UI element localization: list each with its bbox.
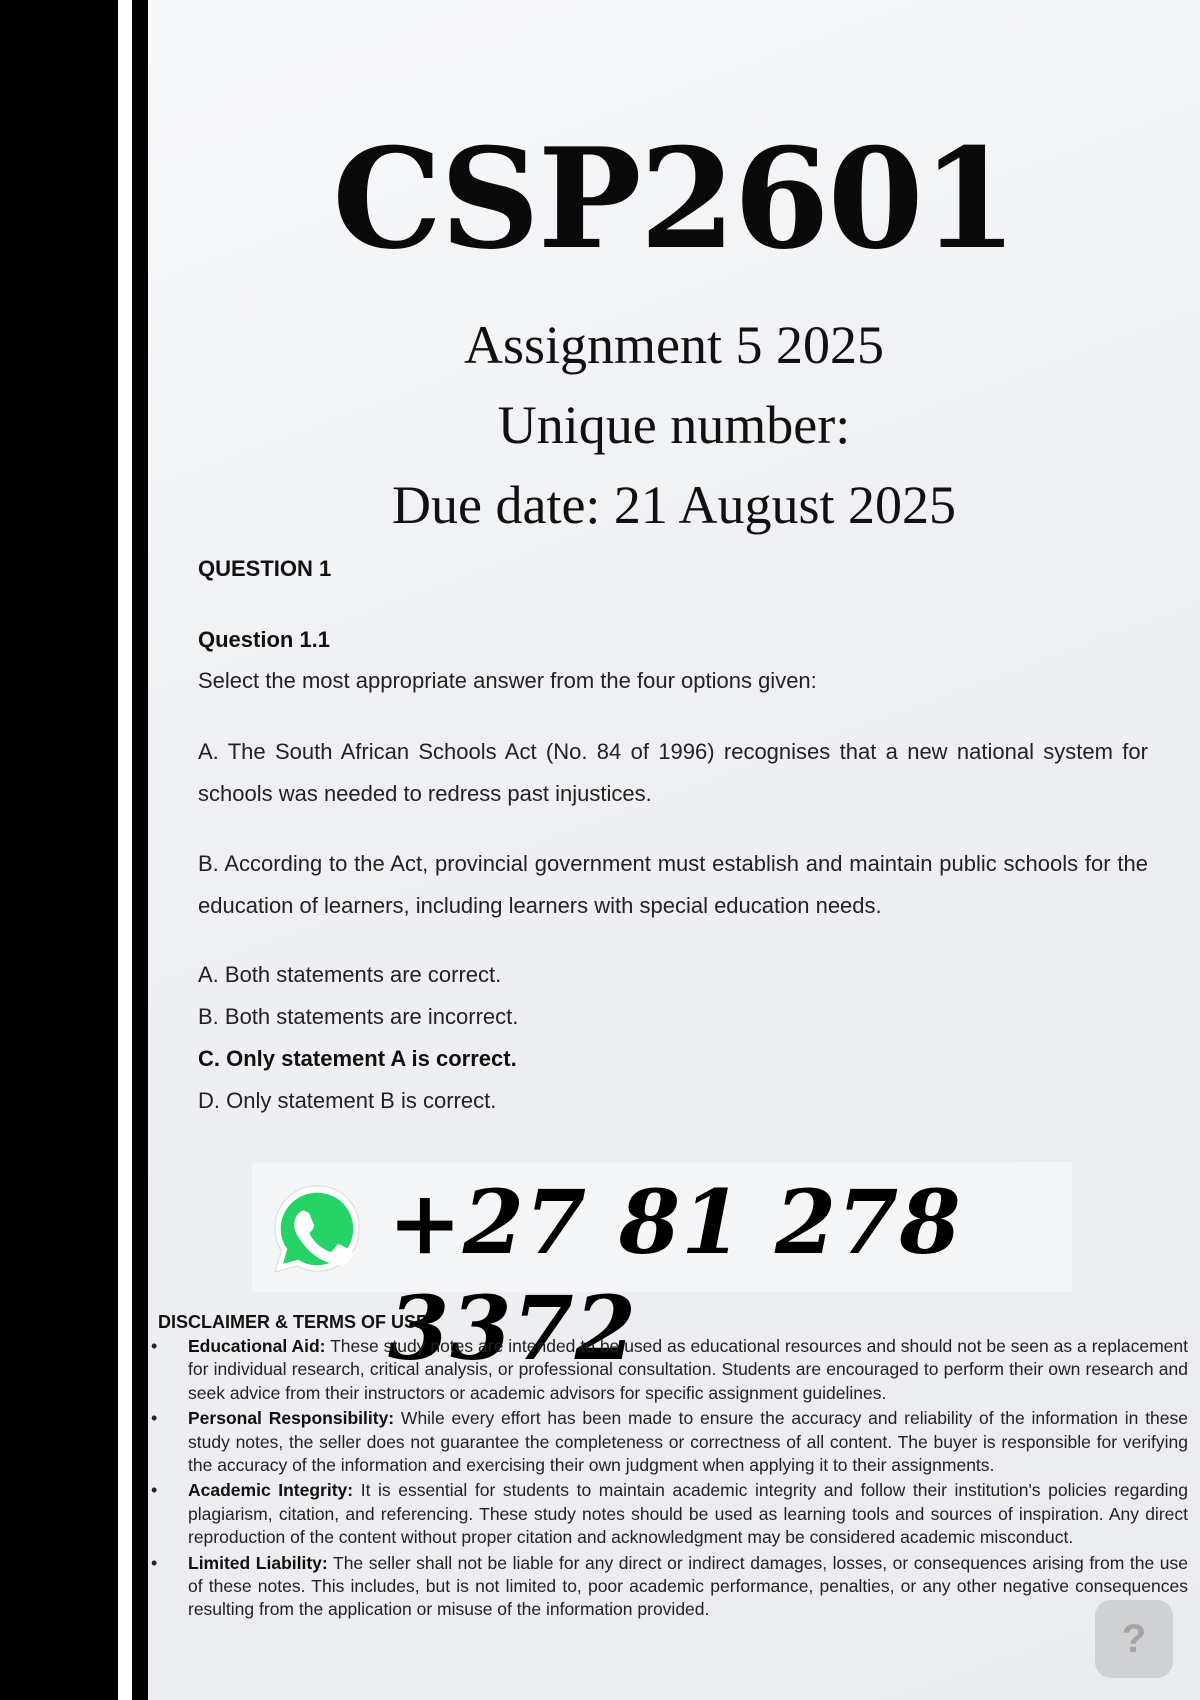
phone-number: +27 81 278 3372 bbox=[388, 1170, 962, 1380]
option-c-correct: C. Only statement A is correct. bbox=[198, 1046, 517, 1071]
document-page bbox=[148, 0, 1200, 1700]
bullet-icon: • bbox=[151, 1336, 158, 1356]
disclaimer-item-heading: Personal Responsibility: bbox=[188, 1408, 395, 1429]
option-d: D. Only statement B is correct. bbox=[198, 1088, 497, 1113]
whatsapp-icon bbox=[268, 1180, 366, 1278]
help-button[interactable] bbox=[1095, 1600, 1173, 1678]
option-a: A. Both statements are correct. bbox=[198, 962, 502, 987]
disclaimer-item-text: It is essential for students to maintain academic integrity and follow their institution's policies regarding plagiarism, citation, and referencing. These study notes should be used as learning tools and sources of inspiration. Any direct reproduction of the content without proper citation and acknowledgment may be considered academic misconduct. bbox=[188, 1480, 1188, 1548]
disclaimer-item-text: While every effort has been made to ensure the accuracy and reliability of the information in these study notes, the seller does not guarantee the completeness or correctness of all content. The buyer is responsible for verifying the accuracy of the information and exercising their own judgment when applying it to their assignments. bbox=[188, 1408, 1189, 1476]
help-icon: ? bbox=[1121, 1617, 1147, 1661]
question-subheading: Question 1.1 bbox=[198, 627, 331, 652]
due-date: Due date: 21 August 2025 bbox=[392, 475, 956, 535]
bullet-icon: • bbox=[151, 1408, 158, 1429]
bullet-icon: • bbox=[151, 1480, 158, 1501]
disclaimer-list bbox=[148, 1335, 1188, 1624]
disclaimer-item-limited-liability bbox=[148, 1552, 1188, 1622]
course-code-title: CSP2601 bbox=[332, 117, 1016, 280]
disclaimer-item-text: These study notes are intended to be used as educational resources and should not be seen as a replacement for individual research, critical analysis, or professional consultation. Students are encouraged to perform their own research and seek advice from their instructors or academic advisors for specific assignment guidelines. bbox=[188, 1336, 1188, 1403]
disclaimer-item-heading: Educational Aid: bbox=[188, 1336, 326, 1356]
question-instruction: Select the most appropriate answer from the four options given: bbox=[198, 668, 817, 693]
disclaimer-title: DISCLAIMER & TERMS OF USE bbox=[158, 1312, 429, 1332]
assignment-title: Assignment 5 2025 bbox=[463, 315, 884, 375]
disclaimer-item-personal-responsibility bbox=[148, 1407, 1188, 1477]
unique-number: Unique number: bbox=[497, 395, 851, 455]
statement-a: A. The South African Schools Act (No. 84 of 1996) recognises that a new national system for schools was needed to redress past injustices. bbox=[198, 739, 1148, 806]
disclaimer-item-heading: Academic Integrity: bbox=[188, 1480, 354, 1501]
question-heading: QUESTION 1 bbox=[198, 556, 332, 581]
disclaimer-item-text: The seller shall not be liable for any direct or indirect damages, losses, or consequences arising from the use of these notes. This includes, but is not limited to, poor academic performance, penalties, or any other negative consequences resulting from the application or misuse of the information provided. bbox=[188, 1552, 1188, 1620]
option-b: B. Both statements are incorrect. bbox=[198, 1004, 519, 1029]
disclaimer-item-heading: Limited Liability: bbox=[188, 1552, 328, 1573]
statement-b: B. According to the Act, provincial government must establish and maintain public schools for the education of learners, including learners with special education needs. bbox=[198, 851, 1148, 918]
left-white-gap bbox=[118, 0, 132, 1700]
disclaimer-item-academic-integrity bbox=[148, 1479, 1188, 1549]
left-black-bar bbox=[0, 0, 118, 1700]
bullet-icon: • bbox=[151, 1552, 158, 1573]
left-black-stripe bbox=[132, 0, 148, 1700]
disclaimer-item-educational-aid bbox=[148, 1335, 1188, 1405]
